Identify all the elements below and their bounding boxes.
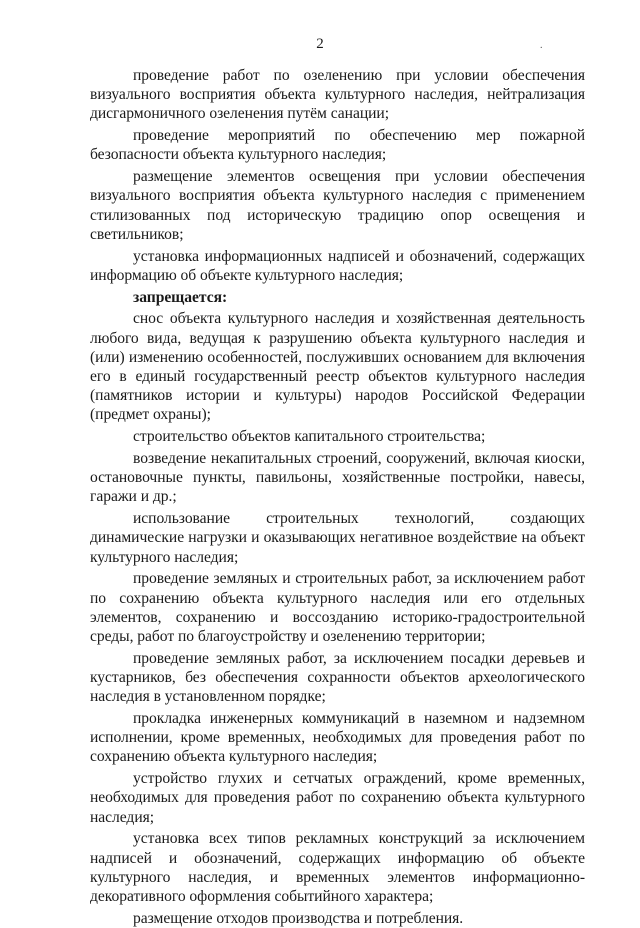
paragraph-info-signs: установка информационных надписей и обозначений, содержащих информацию об объекте культурного наследия; — [90, 247, 585, 284]
paragraph-capital-construction: строительство объектов капитального строительства; — [133, 428, 486, 446]
paragraph-demolition: снос объекта культурного наследия и хозяйственная деятельность любого вида, ведущая к разрушению объекта культурного наследия и (или) изменению особенностей, послуживших основанием для включения его в единый государственный реестр объектов культурного наследия (памятников истории и культуры) народов Российской Федерации (предмет охраны); — [90, 310, 585, 424]
paragraph-dynamic-loads: использование строительных технологий, создающих динамические нагрузки и оказывающих негативное воздействие на объект культурного наследия; — [90, 510, 585, 566]
paragraph-fences: устройство глухих и сетчатых ограждений, кроме временных, необходимых для проведения работ по сохранению объекта культурного наследия; — [90, 770, 585, 826]
paragraph-fire-safety: проведение мероприятий по обеспечению мер пожарной безопасности объекта культурного наследия; — [90, 127, 585, 164]
section-heading-prohibited: запрещается: — [133, 288, 228, 306]
paragraph-utilities: прокладка инженерных коммуникаций в наземном и надземном исполнении, кроме временных, необходимых для проведения работ по сохранению объекта культурного наследия; — [90, 710, 585, 766]
paragraph-advertising: установка всех типов рекламных конструкций за исключением надписей и обозначений, содержащих информацию об объекте культурного наследия, и временных элементов информационно-декоративного оформления событийного характера; — [90, 830, 585, 906]
paragraph-temporary-structures: возведение некапитальных строений, сооружений, включая киоски, остановочные пункты, павильоны, хозяйственные постройки, навесы, гаражи и др.; — [90, 450, 585, 506]
paragraph-landscaping: проведение работ по озеленению при условии обеспечения визуального восприятия объекта культурного наследия, нейтрализация дисгармоничного озеленения путём санации; — [90, 67, 585, 123]
paragraph-waste: размещение отходов производства и потребления. — [133, 909, 464, 927]
scan-mark: . — [540, 40, 543, 51]
page-number: 2 — [316, 36, 324, 52]
paragraph-earthworks-construction: проведение земляных и строительных работ, за исключением работ по сохранению объекта культурного наследия или его отдельных элементов, сохранению и воссозданию историко-градостроительной среды, работ по благоустройству и озеленению территории; — [90, 570, 585, 646]
paragraph-earthworks-archaeology: проведение земляных работ, за исключением посадки деревьев и кустарников, без обеспечения сохранности объектов археологического наследия в установленном порядке; — [90, 649, 585, 706]
document-body — [90, 66, 585, 928]
paragraph-lighting: размещение элементов освещения при условии обеспечения визуального восприятия объекта культурного наследия с применением стилизованных под историческую традицию опор освещения и светильников; — [90, 168, 585, 243]
